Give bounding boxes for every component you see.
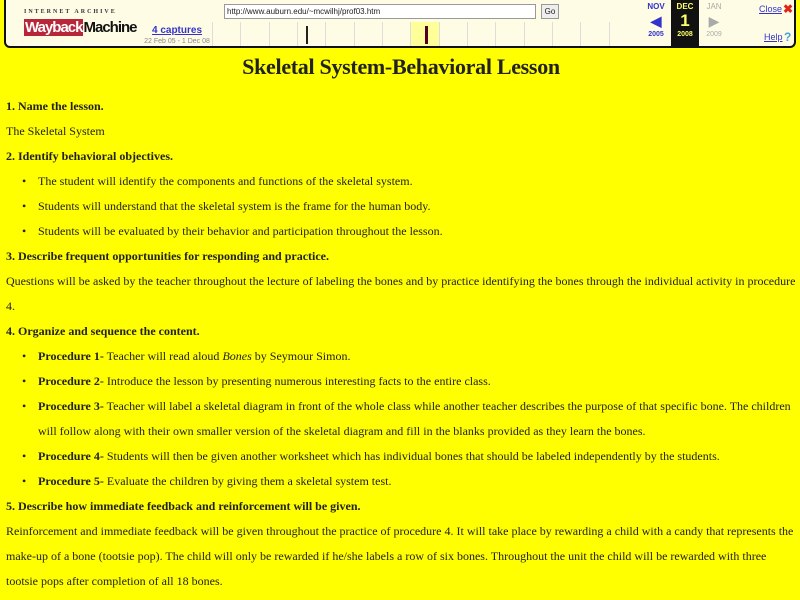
capture-timeline-sparkline[interactable] — [212, 22, 637, 46]
captures-link[interactable]: 4 captures — [151, 25, 203, 36]
timeline-year[interactable] — [240, 22, 268, 46]
lesson-name: The Skeletal System — [6, 124, 105, 138]
internet-archive-label: INTERNET ARCHIVE — [24, 9, 117, 15]
timeline-year[interactable] — [269, 22, 297, 46]
timeline-year[interactable] — [467, 22, 495, 46]
captures-date-range: 22 Feb 05 - 1 Dec 08 — [144, 38, 210, 45]
procedure-label: Procedure 2- — [38, 374, 104, 388]
section-heading-1: 1. Name the lesson. — [6, 99, 104, 113]
next-year: 2009 — [706, 31, 722, 38]
procedure-item — [22, 444, 796, 469]
wayback-logo[interactable] — [20, 6, 137, 42]
capture-tick-selected[interactable] — [425, 26, 428, 44]
arrow-right-icon: ▶ — [708, 13, 720, 29]
help-link[interactable]: Help — [764, 32, 783, 42]
current-capture — [671, 0, 699, 46]
procedure-text: Introduce the lesson by presenting numerous interesting facts to the entire class. — [103, 374, 491, 388]
prev-month: NOV — [647, 2, 665, 11]
lesson-content — [6, 52, 796, 594]
timeline-year[interactable] — [524, 22, 552, 46]
procedure-text: Students will then be given another worksheet which has individual bones that should be labeled independently by the students. — [103, 449, 720, 463]
timeline-year[interactable] — [212, 22, 240, 46]
next-month: JAN — [706, 2, 722, 11]
book-title: Bones — [222, 349, 252, 363]
timeline-year[interactable] — [354, 22, 382, 46]
procedures-list — [22, 344, 796, 494]
feedback-reinforcement-text: Reinforcement and immediate feedback will be given throughout the practice of procedure 4. It will take place by rewarding a child with a candy that represents the make-up of a bone (tootsie pop). The child will only be rewarded if he/she labels a row of six bones. Throughout the unit the child will be rewarded with three tootsie pops after completion of all 18 bones. — [6, 524, 794, 588]
objectives-list — [22, 169, 796, 244]
timeline-year[interactable] — [580, 22, 608, 46]
timeline-year-selected[interactable] — [410, 22, 438, 46]
timeline-year[interactable] — [552, 22, 580, 46]
timeline-year[interactable] — [297, 22, 325, 46]
timeline-year[interactable] — [495, 22, 523, 46]
wayback-toolbar-panel — [4, 0, 796, 48]
procedure-label: Procedure 4- — [38, 449, 104, 463]
close-link[interactable]: Close — [759, 4, 783, 14]
page-title: Skeletal System-Behavioral Lesson — [242, 54, 560, 79]
arrow-left-icon[interactable]: ◀ — [650, 13, 662, 29]
procedure-item — [22, 344, 796, 369]
prev-year: 2005 — [648, 31, 664, 38]
section-heading-3: 3. Describe frequent opportunities for responding and practice. — [6, 249, 329, 263]
objective-item: • Students will understand that the skeletal system is the frame for the human body. — [22, 194, 796, 219]
close-icon[interactable]: ✖ — [783, 2, 794, 16]
procedure-label: Procedure 5- — [38, 474, 104, 488]
timeline-year[interactable] — [382, 22, 410, 46]
capture-calendar — [642, 0, 752, 46]
url-input[interactable]: http://www.auburn.edu/~mcwilhj/prof03.htm — [224, 4, 536, 19]
previous-capture[interactable] — [642, 0, 670, 46]
procedure-text: Teacher will read aloud — [103, 349, 223, 363]
procedure-label: Procedure 3- — [38, 399, 104, 413]
procedure-text: Teacher will label a skeletal diagram in front of the whole class while another teacher describes the purpose of that specific bone. The children will follow along with their own smaller version of the skeletal diagram and fill in the blanks provided as they learn the bones. — [38, 399, 791, 438]
capture-tick[interactable] — [306, 26, 308, 44]
section-heading-4: 4. Organize and sequence the content. — [6, 324, 200, 338]
timeline-year[interactable] — [439, 22, 467, 46]
responding-practice-text: Questions will be asked by the teacher throughout the lecture of labeling the bones and by practice identifying the bones through the individual activity in procedure 4. — [6, 274, 796, 313]
procedure-text: Evaluate the children by giving them a skeletal system test. — [103, 474, 392, 488]
procedure-label: Procedure 1- — [38, 349, 104, 363]
procedure-item — [22, 369, 796, 394]
timeline-year[interactable] — [609, 22, 637, 46]
procedure-item — [22, 394, 796, 444]
next-capture — [700, 0, 728, 46]
procedure-text: by Seymour Simon. — [251, 349, 351, 363]
current-month: DEC — [676, 2, 694, 11]
captures-info — [141, 25, 213, 45]
wayback-machine-wordmark — [24, 19, 137, 36]
help-icon[interactable]: ? — [784, 30, 792, 44]
section-heading-2: 2. Identify behavioral objectives. — [6, 149, 173, 163]
timeline-year[interactable] — [325, 22, 353, 46]
current-year: 2008 — [677, 31, 693, 38]
objective-item: • Students will be evaluated by their behavior and participation throughout the lesson. — [22, 219, 796, 244]
wordmark-wayback: Wayback — [25, 19, 83, 36]
objective-item: • The student will identify the components and functions of the skeletal system. — [22, 169, 796, 194]
section-heading-5: 5. Describe how immediate feedback and reinforcement will be given. — [6, 499, 361, 513]
wordmark-machine: Machine — [83, 19, 137, 36]
go-button[interactable]: Go — [541, 4, 559, 19]
current-day: 1 — [680, 11, 690, 30]
wayback-toolbar — [0, 0, 800, 50]
procedure-item — [22, 469, 796, 494]
